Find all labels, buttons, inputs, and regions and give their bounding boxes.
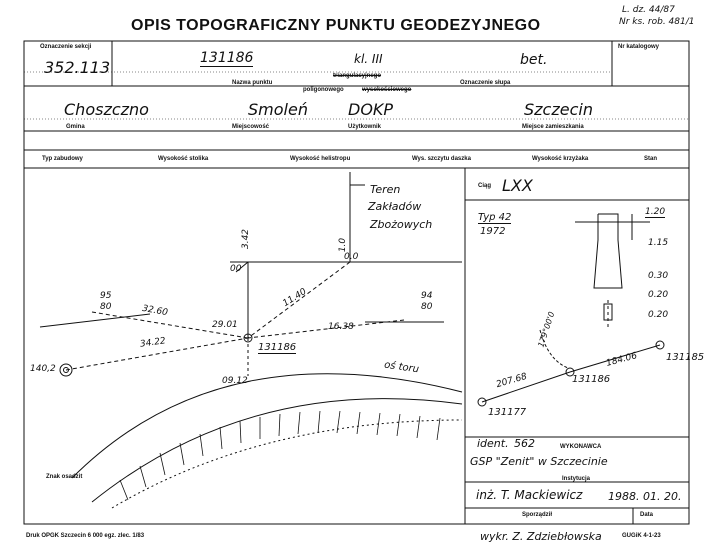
section-value: 352.113 <box>44 58 111 77</box>
date-label: Data <box>640 512 654 518</box>
dim-115: 1.15 <box>648 238 669 248</box>
triangulation-label: triangulacyjnego <box>333 73 382 79</box>
locality-value: Smoleń <box>248 100 308 119</box>
dist-10-label: 1.0 <box>338 237 349 253</box>
pillar-type-value: bet. <box>520 52 548 68</box>
dim-020b: 0.20 <box>648 310 669 320</box>
fraction-80a-label: 80 <box>100 302 112 312</box>
commune-value: Choszczno <box>64 100 149 119</box>
author-value: inż. T. Mackiewicz <box>476 488 583 502</box>
terrain-label-line2: Zakładów <box>368 200 422 213</box>
residence-value: Szczecin <box>524 100 593 119</box>
user-value: DOKP <box>348 100 394 119</box>
user-label: Użytkownik <box>348 124 382 130</box>
fraction-95-label: 95 <box>100 291 112 301</box>
point-number-sketch: 131186 <box>258 342 297 353</box>
commune-label: Gmina <box>66 124 85 130</box>
dist-3260-label: 32.60 <box>141 303 169 319</box>
contractor-label: WYKONAWCA <box>560 444 602 450</box>
residence-label: Miejsce zamieszkania <box>522 124 584 130</box>
dist-1638-line <box>248 320 404 338</box>
embankment-hatching <box>120 411 440 500</box>
drafter-name: wykr. Z. Zdziebłowska <box>480 530 602 543</box>
dim-120: 1.20 <box>645 207 666 217</box>
ref-number-line2: Nr ks. rob. 481/1 <box>619 17 695 27</box>
point-131185-label: 131185 <box>666 352 705 363</box>
dist-00b-label: 0.0 <box>344 252 359 262</box>
author-label: Sporządził <box>522 512 553 518</box>
institution-label: Instytucja <box>562 476 591 482</box>
cross-height-label: Wysokość krzyżaka <box>532 156 589 162</box>
pillar-outline <box>594 214 622 288</box>
left-mark-label: 140,2 <box>30 364 56 374</box>
contractor-value: GSP "Zenit" w Szczecinie <box>470 455 608 468</box>
date-value: 1988. 01. 20. <box>608 490 682 503</box>
dist-2901-label: 29.01 <box>212 320 238 330</box>
fraction-94-label: 94 <box>421 291 433 301</box>
form-code: GUGiK 4-1-23 <box>622 533 661 539</box>
dist-20768: 207.68 <box>495 371 529 391</box>
catalog-label: Nr katalogowy <box>618 44 660 50</box>
print-info: Druk OPGK Szczecin 6 000 egz. zlec. 1/83 <box>26 533 145 539</box>
track-axis-label: oś toru <box>383 359 420 376</box>
heliotrope-height-label: Wysokość helistropu <box>290 156 351 162</box>
roof-height-label: Wys. szczytu daszka <box>412 156 471 162</box>
pillar-year: 1972 <box>480 226 506 237</box>
traverse-value: LXX <box>502 176 533 195</box>
dist-1638-label: 16.38 <box>328 322 354 332</box>
embankment-line <box>112 420 462 508</box>
building-type-label: Typ zabudowy <box>42 156 83 162</box>
terrain-label-line3: Zbożowych <box>370 218 433 231</box>
point-131186-label: 131186 <box>572 374 611 385</box>
dist-3422-label: 34.22 <box>139 336 167 350</box>
dist-00a-label: 00 <box>230 264 242 274</box>
fraction-80b-label: 80 <box>421 302 433 312</box>
dim-020a: 0.20 <box>648 290 669 300</box>
dist-342-label: 3.42 <box>241 228 252 250</box>
pillar-type-label: Oznaczenie słupa <box>460 80 511 86</box>
dist-18406: 184.06 <box>605 351 639 369</box>
levelling-label: wysokościowego <box>362 87 412 93</box>
dist-1140-label: 11.40 <box>281 286 309 310</box>
section-label: Oznaczenie sekcji <box>40 44 92 50</box>
ident-value: 562 <box>514 437 535 450</box>
ident-label: ident. <box>477 437 509 450</box>
mark-label: Znak osadzit <box>46 474 83 480</box>
dist-0912-label: 09.12 <box>222 376 248 386</box>
left-arrow-line <box>40 314 150 327</box>
dim-030: 0.30 <box>648 271 669 281</box>
terrain-label-line1: Teren <box>370 183 401 196</box>
point-name-label: Nazwa punktu <box>232 80 273 86</box>
locality-label: Miejscowość <box>232 124 270 130</box>
class-value: kl. III <box>354 52 383 66</box>
ref-number-line1: L. dz. 44/87 <box>622 5 675 15</box>
polygon-label: poligonowego <box>303 87 344 93</box>
pillar-type-number: Typ 42 <box>478 212 512 223</box>
angle-value: 179°00'0 <box>536 310 557 349</box>
state-label: Stan <box>644 156 658 162</box>
point-number-value: 131186 <box>200 50 254 66</box>
traverse-label: Ciąg <box>478 183 492 189</box>
form-title: OPIS TOPOGRAFICZNY PUNKTU GEODEZYJNEGO <box>131 17 541 34</box>
point-131177-label: 131177 <box>488 407 527 418</box>
table-height-label: Wysokość stolika <box>158 156 209 162</box>
track-edge-line <box>92 399 462 502</box>
track-axis-line <box>72 374 462 478</box>
